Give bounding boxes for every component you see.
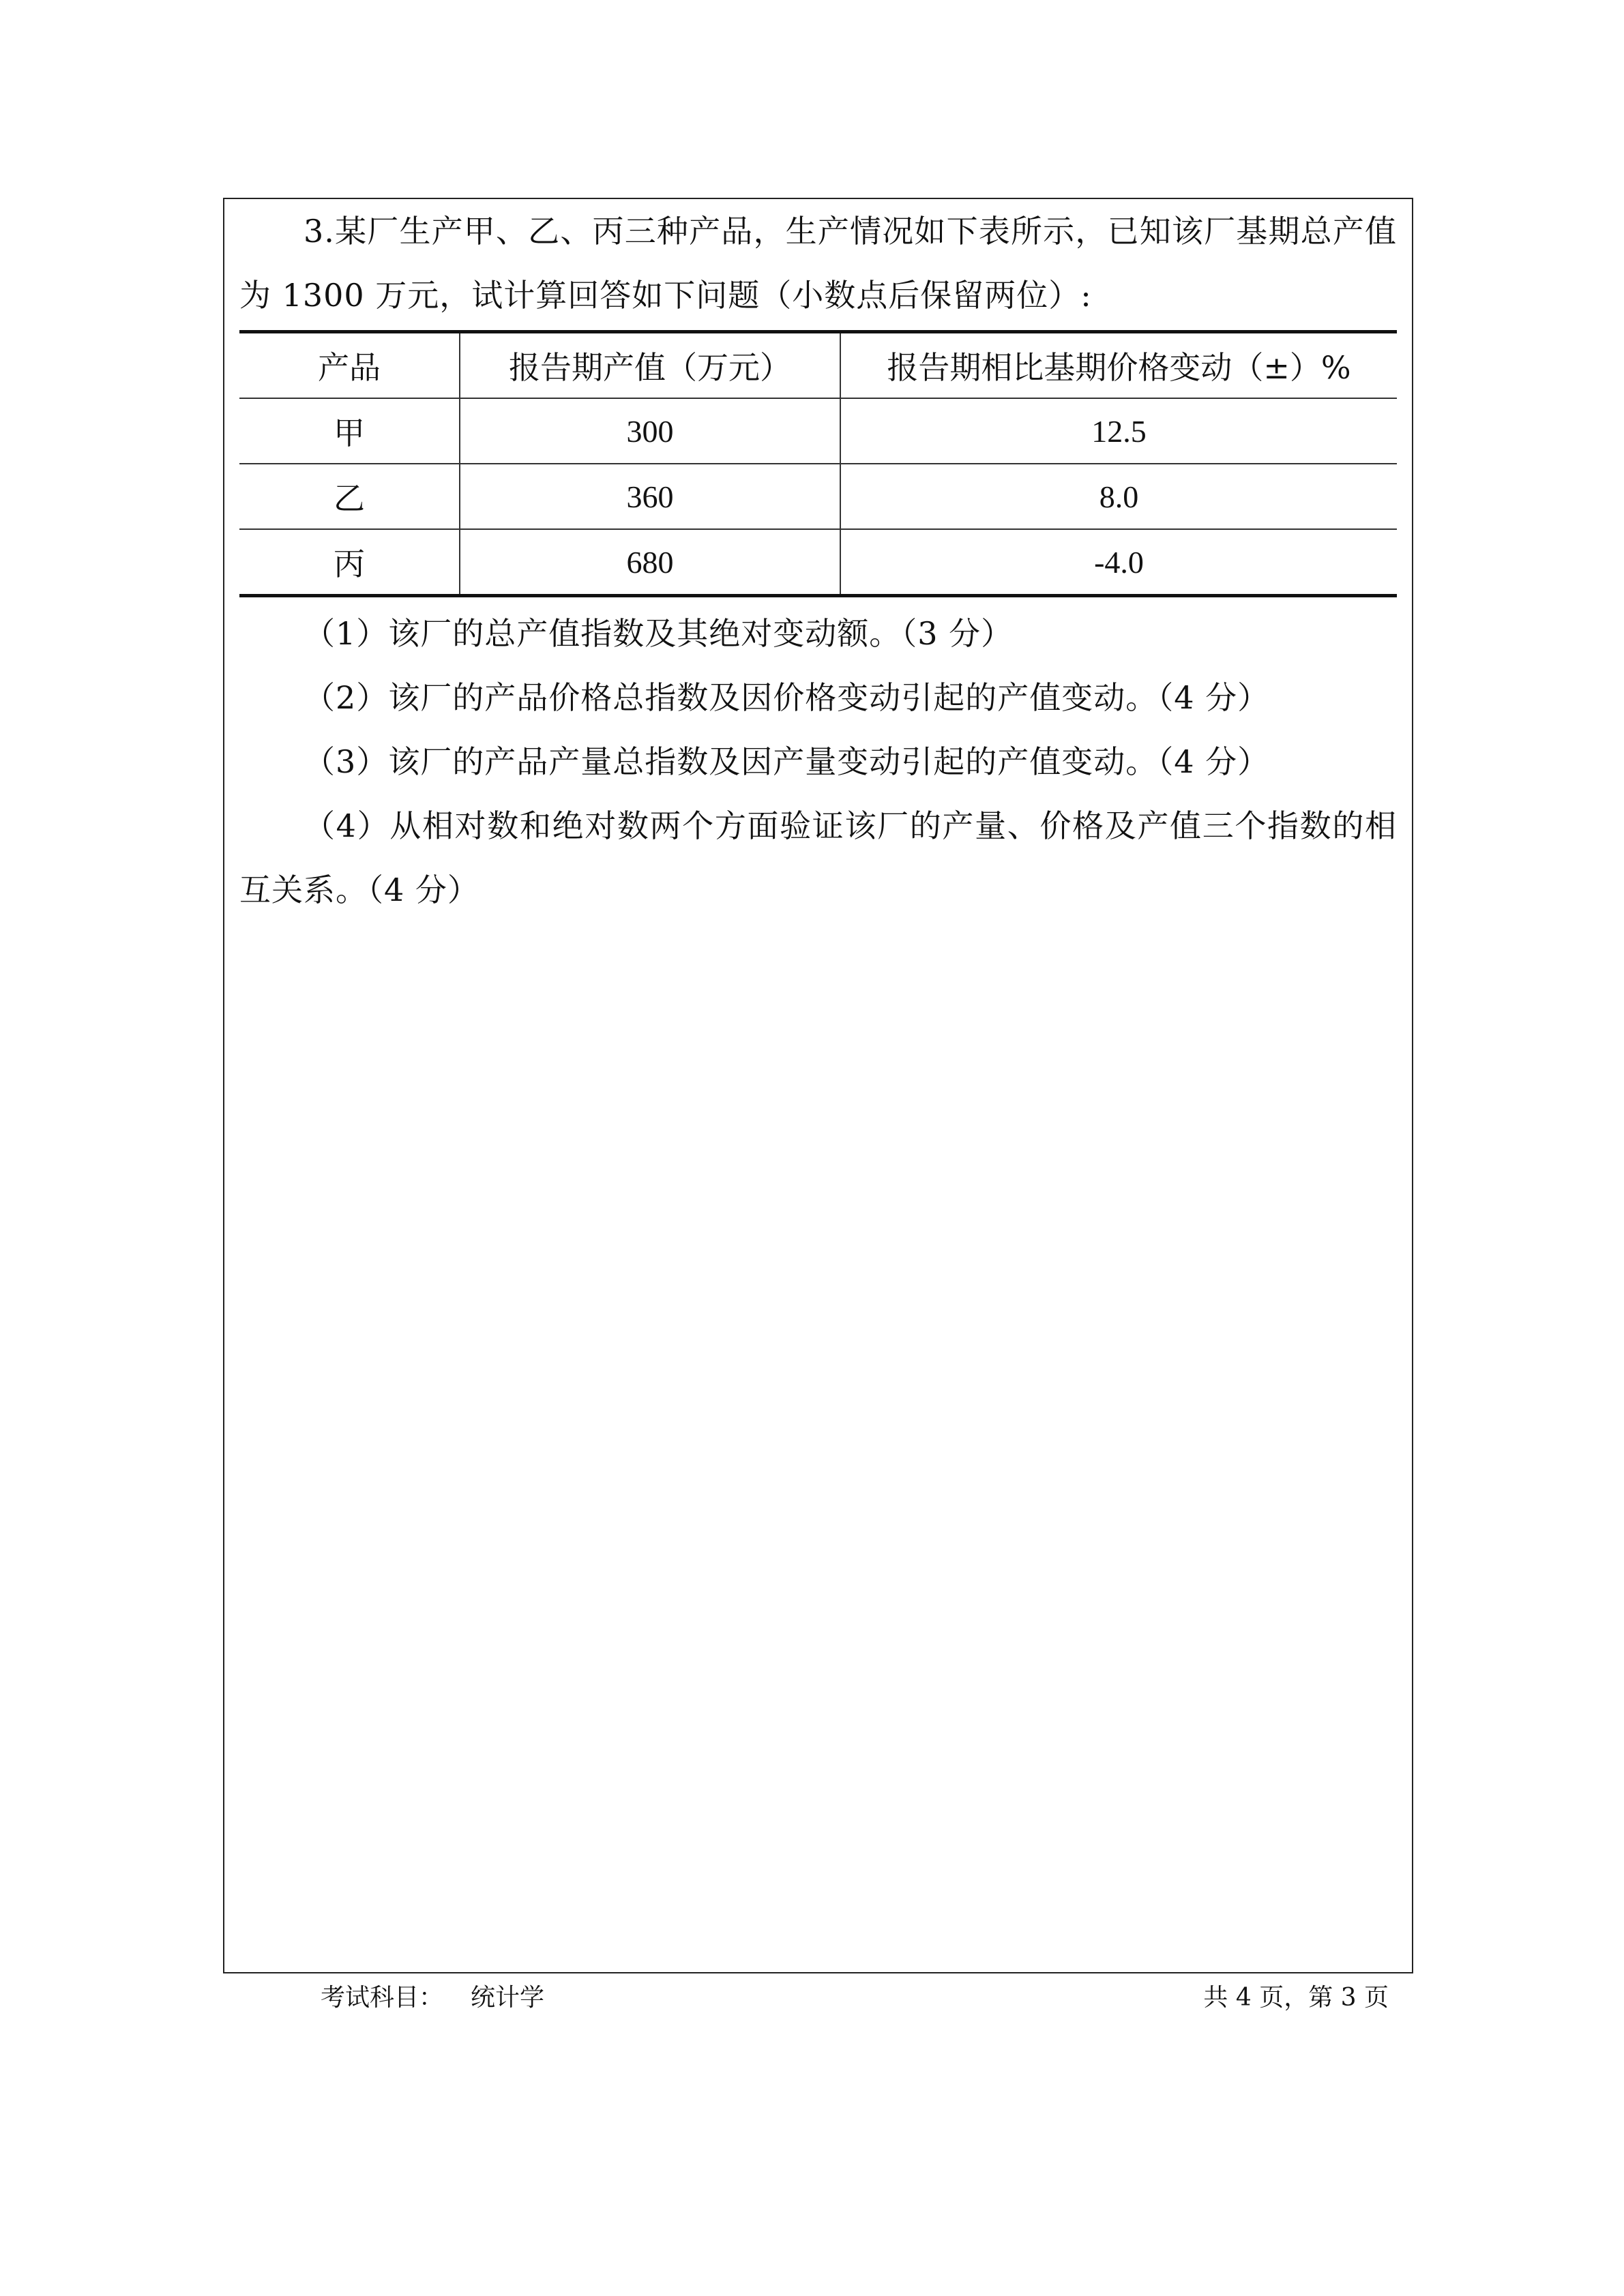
subject-label: 考试科目： [321, 1984, 444, 2012]
production-table [239, 330, 1397, 597]
footer-page-info: 共 4 页，第 3 页 [1203, 1984, 1389, 2012]
sub-question-list [239, 601, 1397, 922]
cell-change: -4.0 [840, 529, 1397, 596]
cell-product: 丙 [334, 546, 365, 582]
table-header-row [239, 332, 1397, 399]
cell-output: 680 [460, 529, 840, 596]
question-content [239, 199, 1397, 922]
sub-question-1: （1）该厂的总产值指数及其绝对变动额。（3 分） [304, 615, 1014, 652]
sub-question-2: （2）该厂的产品价格总指数及因价格变动引起的产值变动。（4 分） [304, 679, 1270, 716]
cell-product: 甲 [239, 398, 460, 464]
sub-question-3: （3）该厂的产品产量总指数及因产量变动引起的产值变动。（4 分） [304, 743, 1270, 780]
sub-question-4: （4）从相对数和绝对数两个方面验证该厂的产量、价格及产值三个指数的相互关系。（4 分） [239, 807, 1397, 908]
cell-change: 12.5 [840, 398, 1397, 464]
footer-subject [321, 1981, 544, 2015]
header-product: 产品 [239, 332, 460, 399]
table-row [239, 529, 1397, 596]
header-output: 报告期产值（万元） [460, 332, 840, 399]
table-row [239, 398, 1397, 464]
subject-value: 统计学 [471, 1984, 545, 2012]
cell-output: 300 [460, 398, 840, 464]
header-price-change: 报告期相比基期价格变动（±）% [840, 332, 1397, 399]
question-intro: 3.某厂生产甲、乙、丙三种产品，生产情况如下表所示，已知该厂基期总产值为 1300 万元，试计算回答如下问题（小数点后保留两位）: [239, 213, 1397, 314]
cell-product: 乙 [239, 464, 460, 529]
table-row [239, 464, 1397, 529]
cell-change: 8.0 [840, 464, 1397, 529]
cell-output: 360 [460, 464, 840, 529]
answer-frame [223, 198, 1413, 1973]
